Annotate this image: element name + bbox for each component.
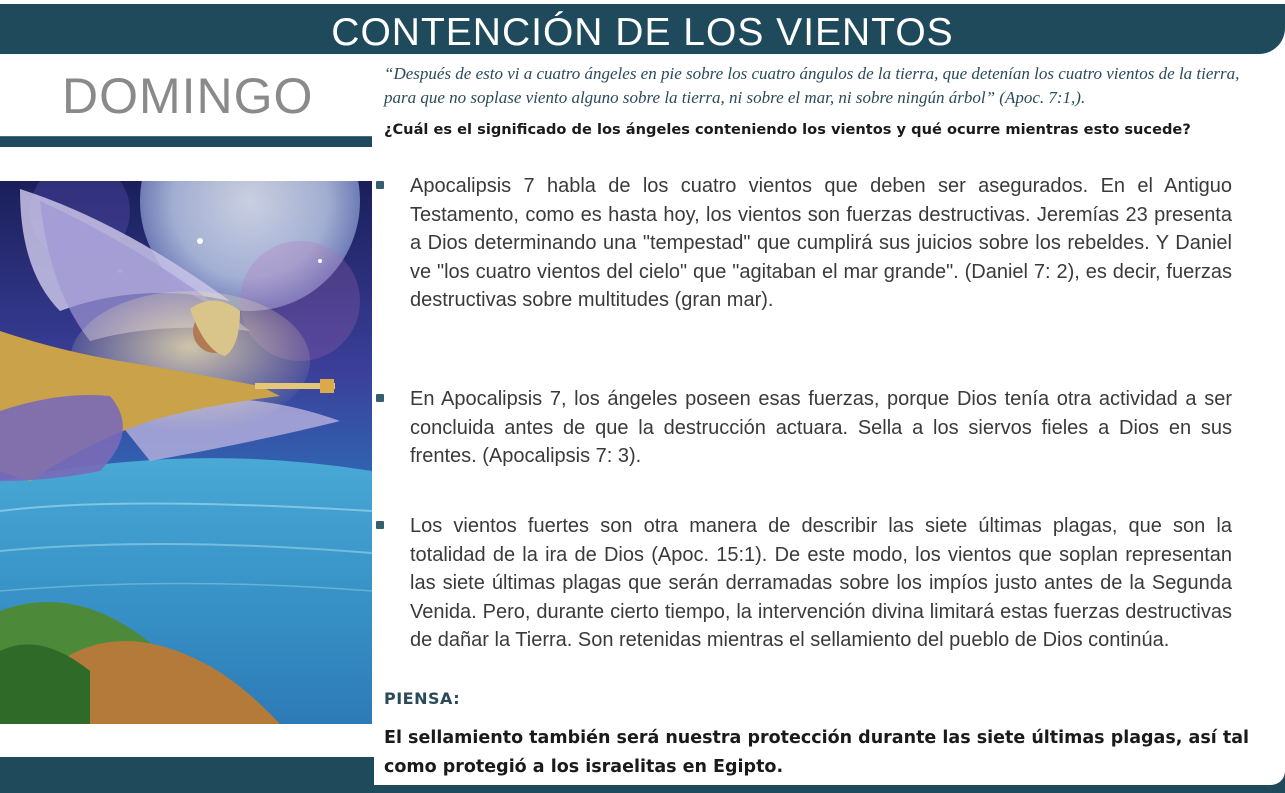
think-text: El sellamiento también será nuestra protección durante las siete últimas plagas, así tal como protegió a los israelitas en Egipto. xyxy=(384,728,1250,777)
study-question: ¿Cuál es el significado de los ángeles conteniendo los vientos y qué ocurre mientras esto sucede? xyxy=(384,121,1191,138)
think-label: PIENSA: xyxy=(384,689,461,708)
bible-quote: “Después de esto vi a cuatro ángeles en pie sobre los cuatro ángulos de la tierra, que detenían los cuatro vientos de la tierra, para que no soplase viento alguno sobre la tierra, ni sobre el mar, ni sobre ningún árbol” (Apoc. 7:1,). xyxy=(384,64,1240,107)
square-bullet-icon xyxy=(376,521,384,529)
bullet-text: En Apocalipsis 7, los ángeles poseen esas fuerzas, porque Dios tenía otra actividad a ser concluida antes de que la destrucción actuara. Sella a los siervos fieles a Dios en sus frentes. (Apocalipsis 7: 3). xyxy=(410,388,1232,467)
square-bullet-icon xyxy=(376,394,384,402)
day-label: DOMINGO xyxy=(62,68,314,124)
page-title: CONTENCIÓN DE LOS VIENTOS xyxy=(331,11,954,54)
bullet-text: Apocalipsis 7 habla de los cuatro vientos que deben ser asegurados. En el Antiguo Testamento, como es hasta hoy, los vientos son fuerzas destructivas. Jeremías 23 presenta a Dios determinando una "tempestad" que cumplirá sus juicios sobre los rebeldes. Y Daniel ve "los cuatro vientos del cielo" que "agitaban el mar grande". (Daniel 7: 2), es decir, fuerzas destructivas sobre multitudes (gran mar). xyxy=(410,175,1232,311)
square-bullet-icon xyxy=(376,181,384,189)
day-divider xyxy=(0,136,372,147)
angel-illustration xyxy=(0,181,372,724)
bullet-text: Los vientos fuertes son otra manera de describir las siete últimas plagas, que son la totalidad de la ira de Dios (Apoc. 15:1). De este modo, los vientos que soplan representan las siete últimas plagas que serán derramadas sobre los impíos justo antes de la Segunda Venida. Pero, durante cierto tiempo, la intervención divina limitará estas fuerzas destructivas de dañar la Tierra. Son retenidas mientras el sellamiento del pueblo de Dios continúa. xyxy=(410,515,1232,651)
